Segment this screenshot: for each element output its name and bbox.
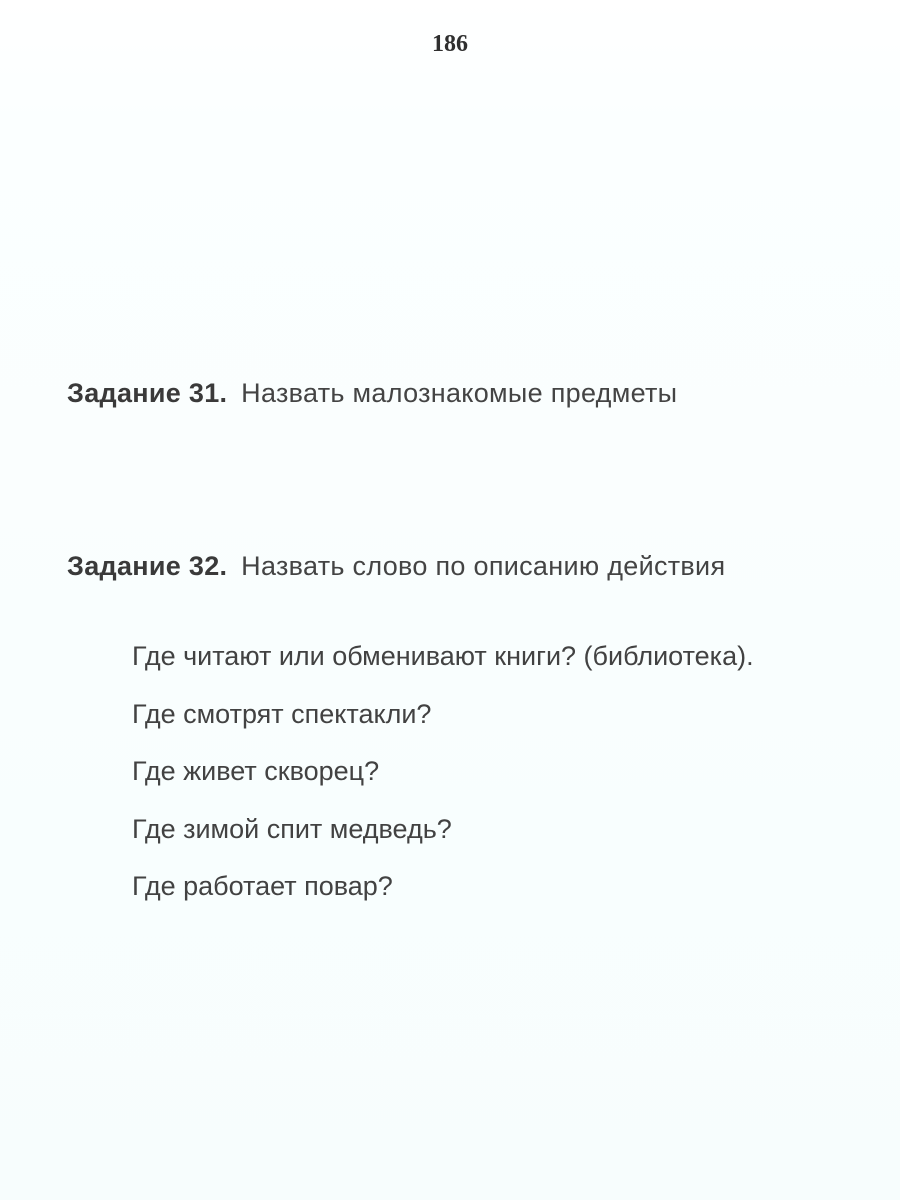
task-31-label: Задание 31. — [67, 378, 228, 408]
question-library: Где читают или обменивают книги? (библиотека). — [132, 641, 754, 671]
question-theater: Где смотрят спектакли? — [132, 698, 432, 729]
task-32 — [67, 551, 725, 582]
page-number: 186 — [432, 31, 468, 57]
question-bear-winter: Где зимой спит медведь? — [132, 813, 452, 844]
task-32-question-list — [132, 637, 754, 925]
task-31 — [67, 378, 677, 409]
question-starling-home: Где живет скворец? — [132, 756, 380, 786]
task-31-text: Назвать малознакомые предметы — [241, 378, 678, 408]
question-cook-workplace: Где работает повар? — [132, 871, 393, 901]
task-32-label: Задание 32. — [67, 551, 228, 581]
task-32-text: Назвать слово по описанию действия — [241, 551, 726, 581]
